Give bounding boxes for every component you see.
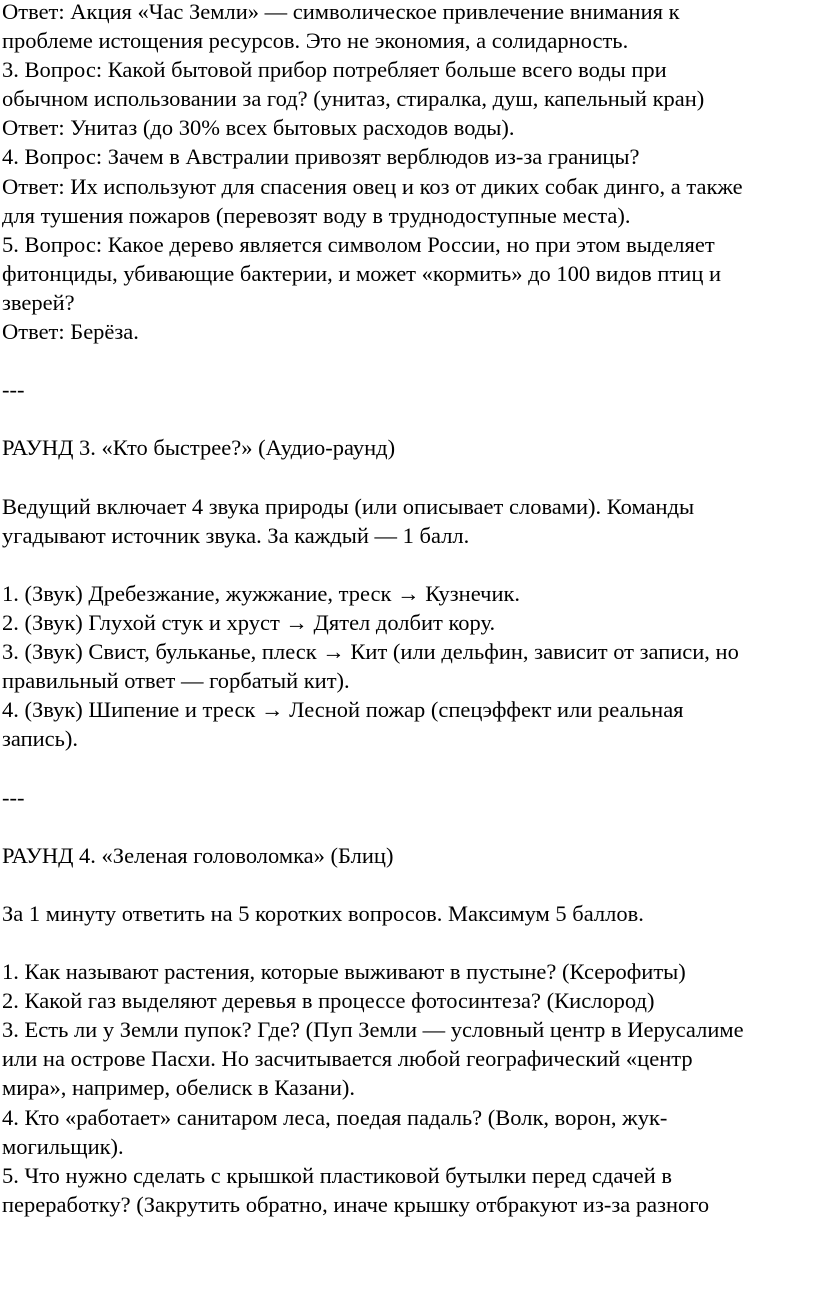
blank-line xyxy=(2,346,810,375)
text-line: проблеме истощения ресурсов. Это не экономия, а солидарность. xyxy=(2,28,629,54)
round-4-heading: РАУНД 4. «Зеленая головоломка» (Блиц) xyxy=(2,842,394,868)
round-3-intro xyxy=(2,492,810,550)
blank-line xyxy=(2,463,810,492)
text-line: фитонциды, убивающие бактерии, и может «кормить» до 100 видов птиц и xyxy=(2,260,722,286)
blank-line xyxy=(2,812,810,841)
text-line: для тушения пожаров (перевозят воду в труднодоступные места). xyxy=(2,202,631,228)
separator: --- xyxy=(2,784,25,810)
list-item: 5. Что нужно сделать с крышкой пластиковой бутылки перед сдачей в xyxy=(2,1162,673,1188)
separator: --- xyxy=(2,377,25,403)
round-3-heading: РАУНД 3. «Кто быстрее?» (Аудио-раунд) xyxy=(2,435,396,461)
list-item: 2. Какой газ выделяют деревья в процессе фотосинтеза? (Кислород) xyxy=(2,988,655,1014)
list-item: 1. (Звук) Дребезжание, жужжание, треск → Кузнечик. xyxy=(2,580,521,606)
list-item: 3. Есть ли у Земли пупок? Где? (Пуп Земли — условный центр в Иерусалиме xyxy=(2,1017,744,1043)
document-text xyxy=(2,0,810,1219)
text-line: обычном использовании за год? (унитаз, стиралка, душ, капельный кран) xyxy=(2,86,705,112)
list-item: 2. (Звук) Глухой стук и хруст → Дятел долбит кору. xyxy=(2,609,496,635)
round-4-list xyxy=(2,957,810,1219)
list-item: 3. (Звук) Свист, бульканье, плеск → Кит (или дельфин, зависит от записи, но xyxy=(2,639,739,665)
text-line: угадывают источник звука. За каждый — 1 балл. xyxy=(2,522,470,548)
list-item: или на острове Пасхи. Но засчитывается любой географический «центр xyxy=(2,1046,693,1072)
text-line: Ответ: Акция «Час Земли» — символическое привлечение внимания к xyxy=(2,0,680,24)
list-item: мира», например, обелиск в Казани). xyxy=(2,1075,356,1101)
blank-line xyxy=(2,753,810,782)
text-line: Ответ: Их используют для спасения овец и коз от диких собак динго, а также xyxy=(2,173,743,199)
list-item: запись). xyxy=(2,726,79,752)
blank-line xyxy=(2,870,810,899)
list-item: 4. Кто «работает» санитаром леса, поедая падаль? (Волк, ворон, жук- xyxy=(2,1104,668,1130)
blank-line xyxy=(2,928,810,957)
list-item: переработку? (Закрутить обратно, иначе крышку отбракуют из-за разного xyxy=(2,1191,710,1217)
round-3-list xyxy=(2,579,810,754)
text-line: 4. Вопрос: Зачем в Австралии привозят верблюдов из-за границы? xyxy=(2,144,640,170)
list-item: 4. (Звук) Шипение и треск → Лесной пожар (спецэффект или реальная xyxy=(2,697,684,723)
text-line: Ответ: Унитаз (до 30% всех бытовых расходов воды). xyxy=(2,115,515,141)
list-item: могильщик). xyxy=(2,1133,124,1159)
blank-line xyxy=(2,404,810,433)
blank-line xyxy=(2,550,810,579)
text-line: 3. Вопрос: Какой бытовой прибор потребляет больше всего воды при xyxy=(2,57,667,83)
answers-block xyxy=(2,0,810,346)
text-line: Ведущий включает 4 звука природы (или описывает словами). Команды xyxy=(2,493,695,519)
text-line: 5. Вопрос: Какое дерево является символом России, но при этом выделяет xyxy=(2,231,715,257)
list-item: 1. Как называют растения, которые выживают в пустыне? (Ксерофиты) xyxy=(2,959,686,985)
round-4-intro: За 1 минуту ответить на 5 коротких вопросов. Максимум 5 баллов. xyxy=(2,900,644,926)
list-item: правильный ответ — горбатый кит). xyxy=(2,668,350,694)
text-line: Ответ: Берёза. xyxy=(2,319,139,345)
text-line: зверей? xyxy=(2,289,75,315)
